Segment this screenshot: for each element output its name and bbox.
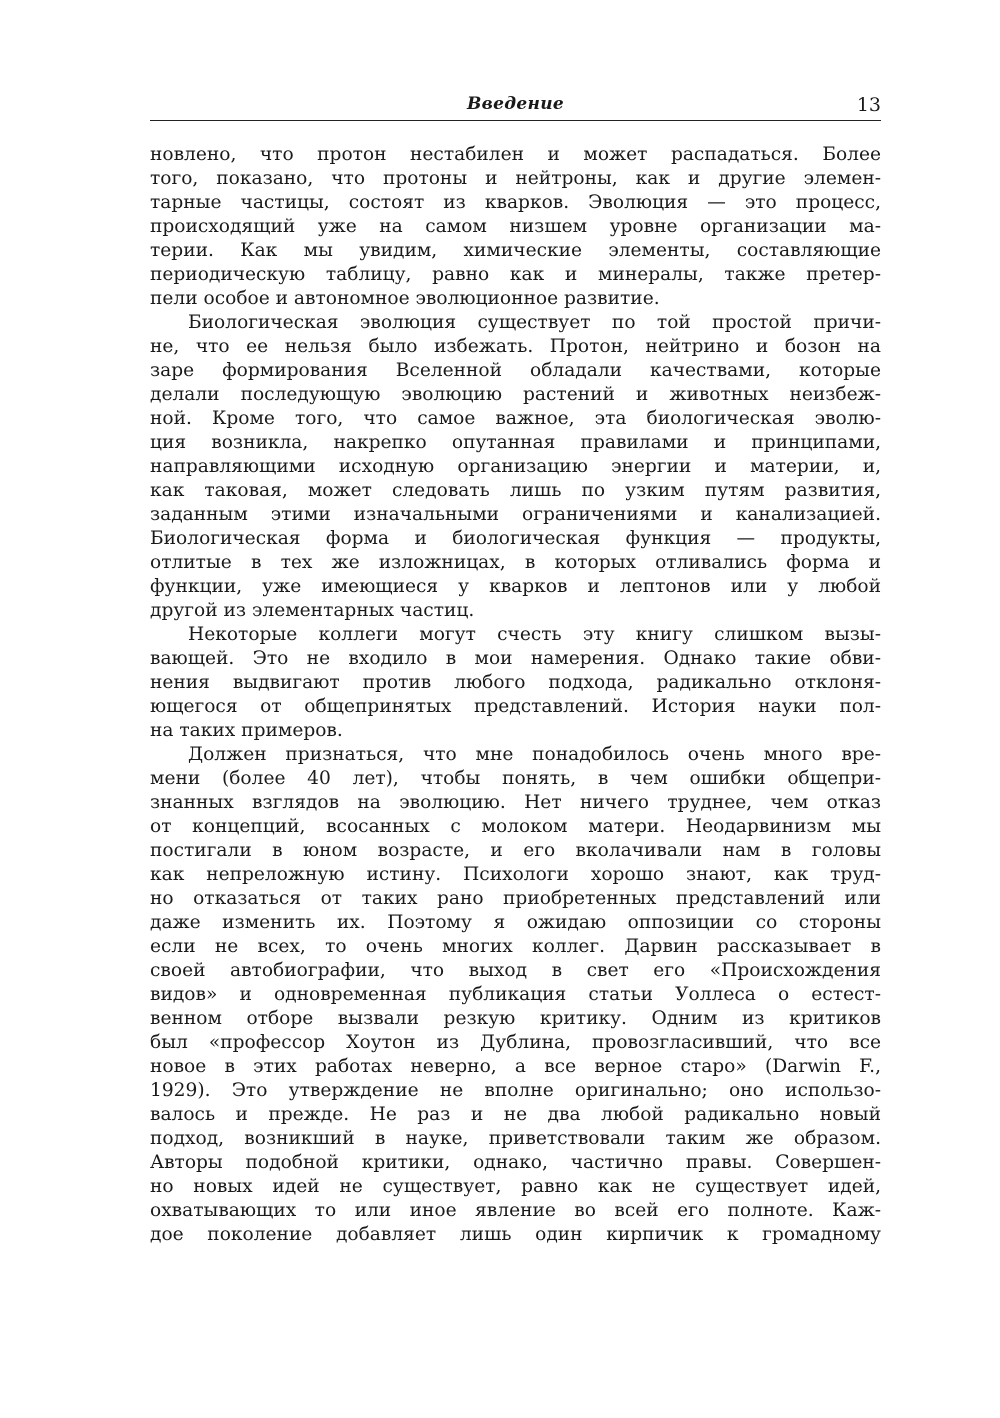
text-line: новлено, что протон нестабилен и может распадаться. Более (150, 144, 881, 165)
text-line: как непреложную истину. Психологи хорошо знают, как труд- (150, 864, 881, 885)
section-title: Введение (467, 94, 564, 114)
text-line: дое поколение добавляет лишь один кирпичик к громадному (150, 1224, 881, 1245)
text-line: от концепций, всосанных с молоком матери. Неодарвинизм мы (150, 816, 881, 837)
text-line: Некоторые коллеги могут счесть эту книгу слишком вызы- (188, 624, 881, 645)
text-line: как таковая, может следовать лишь по узким путям развития, (150, 480, 881, 501)
text-line: терии. Как мы увидим, химические элементы, составляющие (150, 240, 881, 261)
text-line: новое в этих работах неверно, а все верное старо» (Darwin F., (150, 1056, 881, 1077)
text-line: другой из элементарных частиц. (150, 600, 475, 621)
text-line: подход, возникший в науке, приветствовали таким же образом. (150, 1128, 881, 1149)
text-line: заре формирования Вселенной обладали качествами, которые (150, 360, 881, 381)
text-line: функции, уже имеющиеся у кварков и лептонов или у любой (150, 576, 881, 597)
text-line: Биологическая эволюция существует по той простой причи- (188, 312, 881, 333)
text-line: делали последующую эволюцию растений и животных неизбеж- (150, 384, 881, 405)
text-line: 1929). Это утверждение не вполне оригинально; оно использо- (150, 1080, 881, 1101)
paragraph (150, 743, 881, 1247)
text-line: венном отборе вызвали резкую критику. Одним из критиков (150, 1008, 881, 1029)
text-line: знанных взглядов на эволюцию. Нет ничего труднее, чем отказ (150, 792, 881, 813)
text-line: мени (более 40 лет), чтобы понять, в чем ошибки общепри- (150, 768, 881, 789)
text-line: но отказаться от таких рано приобретенных представлений или (150, 888, 881, 909)
text-line: периодическую таблицу, равно как и минералы, также претер- (150, 264, 881, 285)
paragraph (150, 311, 881, 623)
text-line: был «профессор Хоутон из Дублина, провозгласивший, что все (150, 1032, 881, 1053)
text-line: того, показано, что протоны и нейтроны, как и другие элемен- (150, 168, 881, 189)
text-line: вающей. Это не входило в мои намерения. Однако такие обви- (150, 648, 881, 669)
text-line: Авторы подобной критики, однако, частично правы. Совершен- (150, 1152, 881, 1173)
text-line: происходящий уже на самом низшем уровне организации ма- (150, 216, 881, 237)
text-line: нения выдвигают против любого подхода, радикально отклоня- (150, 672, 881, 693)
running-header (150, 94, 881, 121)
page-number: 13 (856, 94, 881, 116)
text-line: Должен признаться, что мне понадобилось очень много вре- (188, 744, 881, 765)
text-line: охватывающих то или иное явление во всей его полноте. Каж- (150, 1200, 881, 1221)
text-line: ция возникла, накрепко опутанная правилами и принципами, (150, 432, 881, 453)
text-line: на таких примеров. (150, 720, 343, 741)
text-line: своей автобиографии, что выход в свет его «Происхождения (150, 960, 881, 981)
text-line: заданным этими изначальными ограничениями и канализацией. (150, 504, 881, 525)
paragraph (150, 143, 881, 311)
text-line: Биологическая форма и биологическая функция — продукты, (150, 528, 881, 549)
text-line: пели особое и автономное эволюционное развитие. (150, 288, 660, 309)
text-line: постигали в юном возрасте, и его вколачивали нам в головы (150, 840, 881, 861)
paragraph (150, 623, 881, 743)
text-line: видов» и одновременная публикация статьи Уоллеса о естест- (150, 984, 881, 1005)
text-line: ной. Кроме того, что самое важное, эта биологическая эволю- (150, 408, 881, 429)
text-line: ющегося от общепринятых представлений. История науки пол- (150, 696, 881, 717)
text-line: валось и прежде. Не раз и не два любой радикально новый (150, 1104, 881, 1125)
text-line: даже изменить их. Поэтому я ожидаю оппозиции со стороны (150, 912, 881, 933)
paragraph-container (150, 143, 881, 1247)
text-line: если не всех, то очень многих коллег. Дарвин рассказывает в (150, 936, 881, 957)
body-text (150, 143, 881, 1247)
text-line: не, что ее нельзя было избежать. Протон, нейтрино и бозон на (150, 336, 881, 357)
text-line: отлитые в тех же изложницах, в которых отливались форма и (150, 552, 881, 573)
text-line: направляющими исходную организацию энергии и материи, и, (150, 456, 881, 477)
text-line: но новых идей не существует, равно как не существует идей, (150, 1176, 881, 1197)
text-line: тарные частицы, состоят из кварков. Эволюция — это процесс, (150, 192, 881, 213)
